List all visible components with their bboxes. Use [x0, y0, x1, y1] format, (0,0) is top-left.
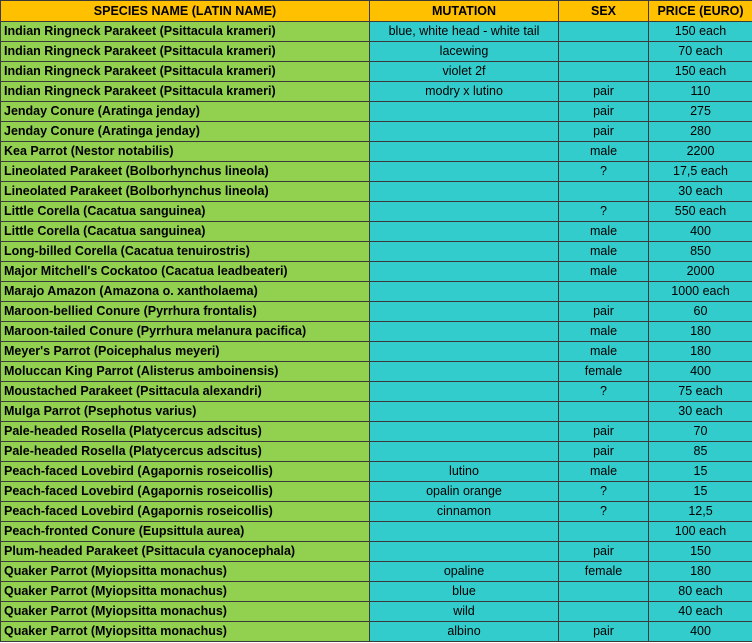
price-cell: 280: [649, 122, 752, 142]
species-cell: Peach-faced Lovebird (Agapornis roseicollis): [1, 502, 370, 522]
sex-cell: ?: [559, 482, 649, 502]
table-row: [1, 42, 752, 62]
header-sex: SEX: [559, 1, 649, 22]
species-cell: Indian Ringneck Parakeet (Psittacula krameri): [1, 42, 370, 62]
table-row: [1, 182, 752, 202]
price-cell: 400: [649, 222, 752, 242]
table-row: [1, 622, 752, 642]
mutation-cell: cinnamon: [370, 502, 559, 522]
sex-cell: male: [559, 142, 649, 162]
price-cell: 30 each: [649, 402, 752, 422]
mutation-cell: [370, 322, 559, 342]
table-row: [1, 482, 752, 502]
species-cell: Lineolated Parakeet (Bolborhynchus lineola): [1, 162, 370, 182]
species-cell: Little Corella (Cacatua sanguinea): [1, 222, 370, 242]
price-cell: 2000: [649, 262, 752, 282]
species-cell: Moustached Parakeet (Psittacula alexandri): [1, 382, 370, 402]
mutation-cell: wild: [370, 602, 559, 622]
table-row: [1, 162, 752, 182]
mutation-cell: blue, white head - white tail: [370, 22, 559, 42]
species-cell: Maroon-bellied Conure (Pyrrhura frontalis): [1, 302, 370, 322]
price-cell: 1000 each: [649, 282, 752, 302]
sex-cell: male: [559, 222, 649, 242]
sex-cell: pair: [559, 302, 649, 322]
table-row: [1, 302, 752, 322]
sex-cell: pair: [559, 442, 649, 462]
sex-cell: [559, 402, 649, 422]
species-cell: Jenday Conure (Aratinga jenday): [1, 122, 370, 142]
price-cell: 60: [649, 302, 752, 322]
sex-cell: pair: [559, 422, 649, 442]
species-cell: Pale-headed Rosella (Platycercus adscitus): [1, 442, 370, 462]
table-row: [1, 422, 752, 442]
mutation-cell: [370, 222, 559, 242]
sex-cell: ?: [559, 382, 649, 402]
sex-cell: pair: [559, 122, 649, 142]
species-cell: Moluccan King Parrot (Alisterus amboinensis): [1, 362, 370, 382]
species-cell: Pale-headed Rosella (Platycercus adscitus): [1, 422, 370, 442]
price-cell: 17,5 each: [649, 162, 752, 182]
price-cell: 70 each: [649, 42, 752, 62]
sex-cell: [559, 282, 649, 302]
price-cell: 150: [649, 542, 752, 562]
table-row: [1, 282, 752, 302]
species-cell: Jenday Conure (Aratinga jenday): [1, 102, 370, 122]
table-row: [1, 582, 752, 602]
species-cell: Kea Parrot (Nestor notabilis): [1, 142, 370, 162]
mutation-cell: [370, 422, 559, 442]
header-row: [1, 1, 752, 22]
sex-cell: [559, 42, 649, 62]
table-row: [1, 362, 752, 382]
table-row: [1, 442, 752, 462]
sex-cell: [559, 62, 649, 82]
header-price: PRICE (EURO): [649, 1, 752, 22]
mutation-cell: [370, 342, 559, 362]
price-cell: 275: [649, 102, 752, 122]
mutation-cell: violet 2f: [370, 62, 559, 82]
mutation-cell: [370, 242, 559, 262]
mutation-cell: [370, 262, 559, 282]
sex-cell: [559, 602, 649, 622]
table-row: [1, 102, 752, 122]
table-header: [1, 1, 752, 22]
sex-cell: pair: [559, 542, 649, 562]
species-cell: Peach-fronted Conure (Eupsittula aurea): [1, 522, 370, 542]
species-cell: Marajo Amazon (Amazona o. xantholaema): [1, 282, 370, 302]
price-cell: 150 each: [649, 62, 752, 82]
mutation-cell: lacewing: [370, 42, 559, 62]
price-cell: 12,5: [649, 502, 752, 522]
price-cell: 100 each: [649, 522, 752, 542]
species-cell: Plum-headed Parakeet (Psittacula cyanocephala): [1, 542, 370, 562]
mutation-cell: [370, 402, 559, 422]
mutation-cell: opaline: [370, 562, 559, 582]
species-cell: Lineolated Parakeet (Bolborhynchus lineola): [1, 182, 370, 202]
species-cell: Indian Ringneck Parakeet (Psittacula krameri): [1, 22, 370, 42]
price-cell: 15: [649, 482, 752, 502]
price-cell: 180: [649, 342, 752, 362]
species-cell: Major Mitchell's Cockatoo (Cacatua leadbeateri): [1, 262, 370, 282]
species-cell: Quaker Parrot (Myiopsitta monachus): [1, 602, 370, 622]
price-cell: 110: [649, 82, 752, 102]
sex-cell: male: [559, 462, 649, 482]
header-mutation: MUTATION: [370, 1, 559, 22]
sex-cell: female: [559, 362, 649, 382]
sex-cell: [559, 182, 649, 202]
sex-cell: pair: [559, 622, 649, 642]
table-row: [1, 22, 752, 42]
price-cell: 80 each: [649, 582, 752, 602]
species-cell: Quaker Parrot (Myiopsitta monachus): [1, 582, 370, 602]
mutation-cell: [370, 302, 559, 322]
table-row: [1, 522, 752, 542]
price-cell: 75 each: [649, 382, 752, 402]
table-row: [1, 122, 752, 142]
mutation-cell: [370, 122, 559, 142]
sex-cell: ?: [559, 502, 649, 522]
mutation-cell: [370, 102, 559, 122]
mutation-cell: [370, 202, 559, 222]
species-cell: Mulga Parrot (Psephotus varius): [1, 402, 370, 422]
species-cell: Meyer's Parrot (Poicephalus meyeri): [1, 342, 370, 362]
sex-cell: ?: [559, 202, 649, 222]
mutation-cell: [370, 542, 559, 562]
price-cell: 850: [649, 242, 752, 262]
species-cell: Little Corella (Cacatua sanguinea): [1, 202, 370, 222]
mutation-cell: [370, 162, 559, 182]
mutation-cell: [370, 442, 559, 462]
species-cell: Quaker Parrot (Myiopsitta monachus): [1, 562, 370, 582]
price-cell: 85: [649, 442, 752, 462]
table-row: [1, 142, 752, 162]
price-cell: 2200: [649, 142, 752, 162]
table-row: [1, 542, 752, 562]
mutation-cell: [370, 282, 559, 302]
species-cell: Peach-faced Lovebird (Agapornis roseicollis): [1, 462, 370, 482]
sex-cell: [559, 582, 649, 602]
sex-cell: male: [559, 322, 649, 342]
price-cell: 400: [649, 362, 752, 382]
sex-cell: female: [559, 562, 649, 582]
mutation-cell: lutino: [370, 462, 559, 482]
mutation-cell: [370, 142, 559, 162]
price-cell: 15: [649, 462, 752, 482]
table-row: [1, 262, 752, 282]
table-row: [1, 562, 752, 582]
sex-cell: pair: [559, 82, 649, 102]
mutation-cell: [370, 522, 559, 542]
table-row: [1, 62, 752, 82]
price-cell: 180: [649, 562, 752, 582]
price-cell: 30 each: [649, 182, 752, 202]
species-cell: Maroon-tailed Conure (Pyrrhura melanura pacifica): [1, 322, 370, 342]
sex-cell: [559, 522, 649, 542]
mutation-cell: [370, 382, 559, 402]
mutation-cell: modry x lutino: [370, 82, 559, 102]
table-row: [1, 222, 752, 242]
species-cell: Indian Ringneck Parakeet (Psittacula krameri): [1, 62, 370, 82]
table-row: [1, 602, 752, 622]
price-cell: 40 each: [649, 602, 752, 622]
mutation-cell: blue: [370, 582, 559, 602]
mutation-cell: [370, 182, 559, 202]
table-row: [1, 242, 752, 262]
sex-cell: male: [559, 262, 649, 282]
sex-cell: male: [559, 342, 649, 362]
table-row: [1, 382, 752, 402]
table-row: [1, 322, 752, 342]
table-row: [1, 202, 752, 222]
price-cell: 70: [649, 422, 752, 442]
species-cell: Long-billed Corella (Cacatua tenuirostris): [1, 242, 370, 262]
price-cell: 550 each: [649, 202, 752, 222]
mutation-cell: opalin orange: [370, 482, 559, 502]
table-row: [1, 82, 752, 102]
sex-cell: [559, 22, 649, 42]
sex-cell: male: [559, 242, 649, 262]
species-cell: Indian Ringneck Parakeet (Psittacula krameri): [1, 82, 370, 102]
mutation-cell: [370, 362, 559, 382]
price-cell: 400: [649, 622, 752, 642]
price-cell: 180: [649, 322, 752, 342]
price-cell: 150 each: [649, 22, 752, 42]
sex-cell: ?: [559, 162, 649, 182]
sex-cell: pair: [559, 102, 649, 122]
header-species: SPECIES NAME (LATIN NAME): [1, 1, 370, 22]
table-body: [1, 22, 752, 642]
table-row: [1, 342, 752, 362]
species-cell: Peach-faced Lovebird (Agapornis roseicollis): [1, 482, 370, 502]
table-row: [1, 462, 752, 482]
mutation-cell: albino: [370, 622, 559, 642]
table-row: [1, 502, 752, 522]
table-row: [1, 402, 752, 422]
species-cell: Quaker Parrot (Myiopsitta monachus): [1, 622, 370, 642]
